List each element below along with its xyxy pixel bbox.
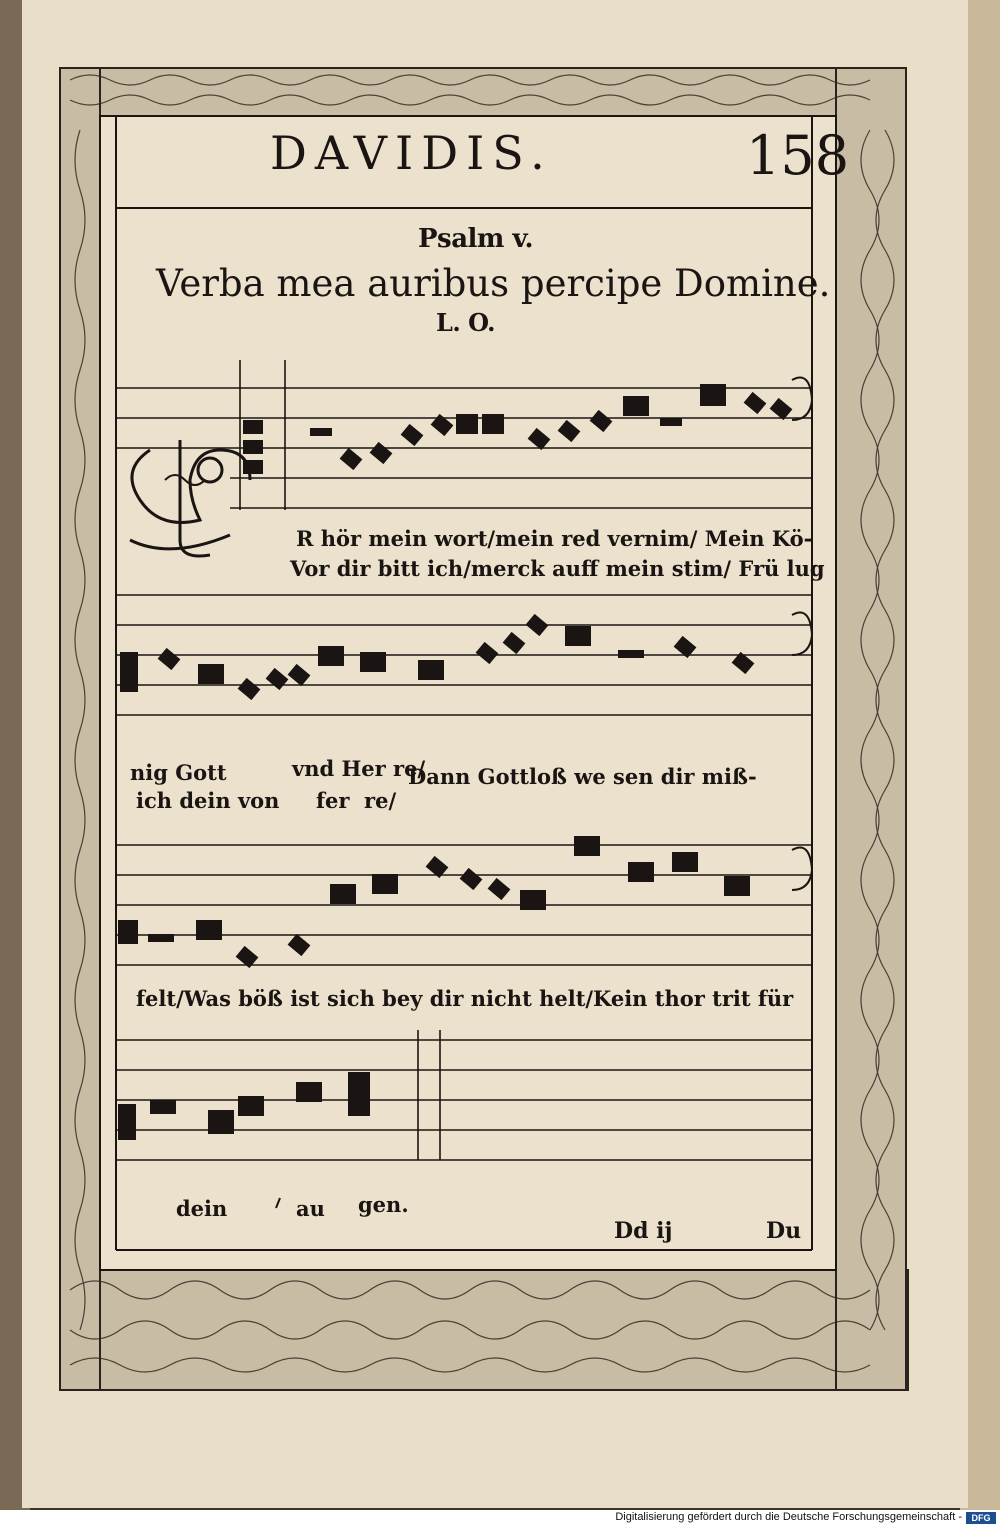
psalm-number: Psalm v.	[418, 224, 534, 254]
running-title: DAVIDIS.	[270, 126, 553, 180]
latin-incipit: Verba mea auribus percipe Domine.	[156, 262, 831, 305]
signature-mark: Dd ij	[614, 1218, 673, 1244]
mode-marking: L. O.	[436, 308, 495, 337]
lyric-line-2-right: Dann Gottloß we sen dir miß-	[408, 764, 757, 789]
lyric-line-2-upper-b: vnd Her re/	[292, 756, 426, 781]
lyric-line-4-c: gen.	[358, 1192, 409, 1217]
lyric-line-1-upper: R hör mein wort/mein red vernim/ Mein Kö-	[296, 526, 813, 551]
lyric-line-4-a: dein	[176, 1196, 228, 1221]
page-number: 158	[746, 124, 850, 187]
lyric-line-2-upper-a: nig Gott	[130, 760, 227, 785]
digitization-note: Digitalisierung gefördert durch die Deutsche Forschungsgemeinschaft -	[615, 1511, 962, 1523]
dfg-logo: DFG	[966, 1512, 996, 1524]
lyric-line-1-lower: Vor dir bitt ich/merck auff mein stim/ Frü lug	[290, 556, 825, 581]
lyric-line-2-lower: ich dein von fer re/	[136, 788, 397, 813]
catchword: Du	[766, 1218, 802, 1244]
lyric-line-3: felt/Was böß ist sich bey dir nicht helt/Kein thor trit für	[136, 986, 794, 1011]
lyric-line-4-b: au	[296, 1196, 325, 1221]
